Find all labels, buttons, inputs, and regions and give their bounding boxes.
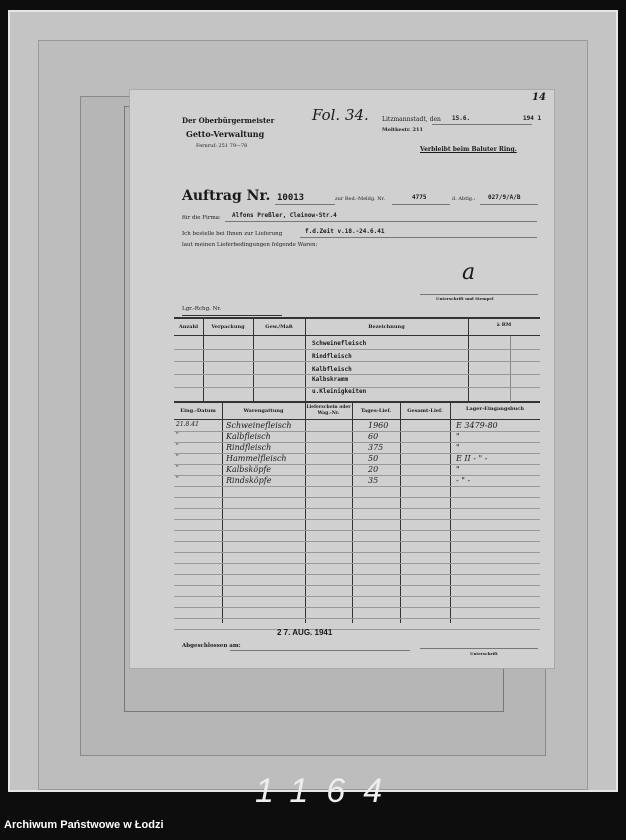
row-line [174,541,540,542]
cell-qty: 20 [368,465,379,474]
col-header: Anzahl [178,324,199,330]
col-header: Lager-Eingangsbuch [466,406,524,412]
row-line [174,497,540,498]
cell-date: 21.8.41 [176,421,199,428]
row-line [174,629,540,630]
row-line [174,552,540,553]
closed-label: Abgeschlossen am: [182,643,241,649]
firm-value: Alfons Preßler, Cleinow-Str.4 [232,212,337,219]
col-header: Lieferschein oder Wag.-Nr. [306,405,351,416]
signature: a [462,260,476,285]
cell-book: " [456,443,460,452]
conditions-text: laut meinen Lieferbedingungen folgende Waren: [182,242,318,248]
row-line [174,563,540,564]
signature-label: Unterschrift und Stempel [436,296,494,301]
cell-goods: Rindsköpfe [226,476,272,485]
item: Kalbskramm [312,376,349,383]
frame-number: 1164 [255,772,401,810]
delivery-value: f.d.Zeit v.18.-24.6.41 [305,228,385,235]
cell-goods: Hammelfleisch [226,454,287,463]
cell-goods: Rindfleisch [226,443,272,452]
cell-qty: 35 [368,476,379,485]
cell-book: - " - [456,476,471,485]
year: 194 1 [523,115,542,122]
phone: Fernruf: 251 79—78 [196,143,248,149]
col-header: Warengattung [243,408,284,414]
cell-qty: 1960 [368,421,389,430]
order-form [130,90,554,668]
place-date-label: Litzmannstadt, den [382,116,441,123]
col-header: Gew./Maß [265,324,293,330]
authority-line2: Getto-Verwaltung [186,129,265,139]
folio-number: Fol. 34. [312,106,369,124]
cell-qty: 375 [368,443,384,452]
retention-note: Verbleibt beim Baluter Ring. [420,146,517,153]
cell-date: " [176,443,179,450]
col-header: à RM [496,322,512,328]
row-line [174,508,540,509]
closing-stamp-date: 2 7. AUG. 1941 [277,628,333,637]
delivery-label: Ich bestelle bei Ihnen zur Lieferung [182,231,283,237]
cell-goods: Schweinefleisch [226,421,292,430]
item: u.Kleinigkeiten [312,388,367,395]
row-line [174,618,540,619]
firm-label: für die Firma: [182,215,221,221]
cell-qty: 50 [368,454,379,463]
col-header: Verpackung [211,324,245,330]
abt-value: 027/9/A/B [488,194,521,201]
abt-label: d. Abtlg.: [452,196,476,202]
lgr-label: Lgr.-Rchg. Nr. [182,306,222,312]
row-line [174,596,540,597]
cell-book: E 3479-80 [456,421,498,430]
cell-book: " [456,432,460,441]
row-line [174,530,540,531]
row-line [174,585,540,586]
item: Kalbfleisch [312,366,352,373]
date-value: 15.6. [452,115,471,122]
col-header: Tages-Lief. [360,408,392,414]
bed-label: zur Bed.-Meldg. Nr. [335,196,386,202]
row-line [174,607,540,608]
item: Schweinefleisch [312,340,367,347]
order-number: 10013 [277,193,305,203]
cell-date: " [176,476,179,483]
cell-goods: Kalbfleisch [226,432,271,441]
cell-book: " [456,465,460,474]
col-header: Bezeichnung [368,324,405,330]
cell-date: " [176,432,179,439]
col-header: Eing.-Datum [180,408,216,414]
order-title: Auftrag Nr. [182,188,271,204]
bed-value: 4775 [412,194,427,201]
sign-label: Unterschrift [470,651,498,656]
row-line [174,486,540,487]
row-line [174,519,540,520]
cell-goods: Kalbsköpfe [226,465,272,474]
cell-date: " [176,465,179,472]
archive-label: Archiwum Państwowe w Łodzi [4,819,164,831]
row-line [174,574,540,575]
cell-book: E II - " - [456,454,488,463]
address: Moltkestr. 211 [382,127,423,133]
cell-qty: 60 [368,432,379,441]
authority-line1: Der Oberbürgermeister [182,116,275,125]
item: Rindfleisch [312,353,352,360]
cell-date: " [176,454,179,461]
corner-mark: 14 [532,92,546,103]
col-header: Gesamt-Lief. [407,408,443,414]
